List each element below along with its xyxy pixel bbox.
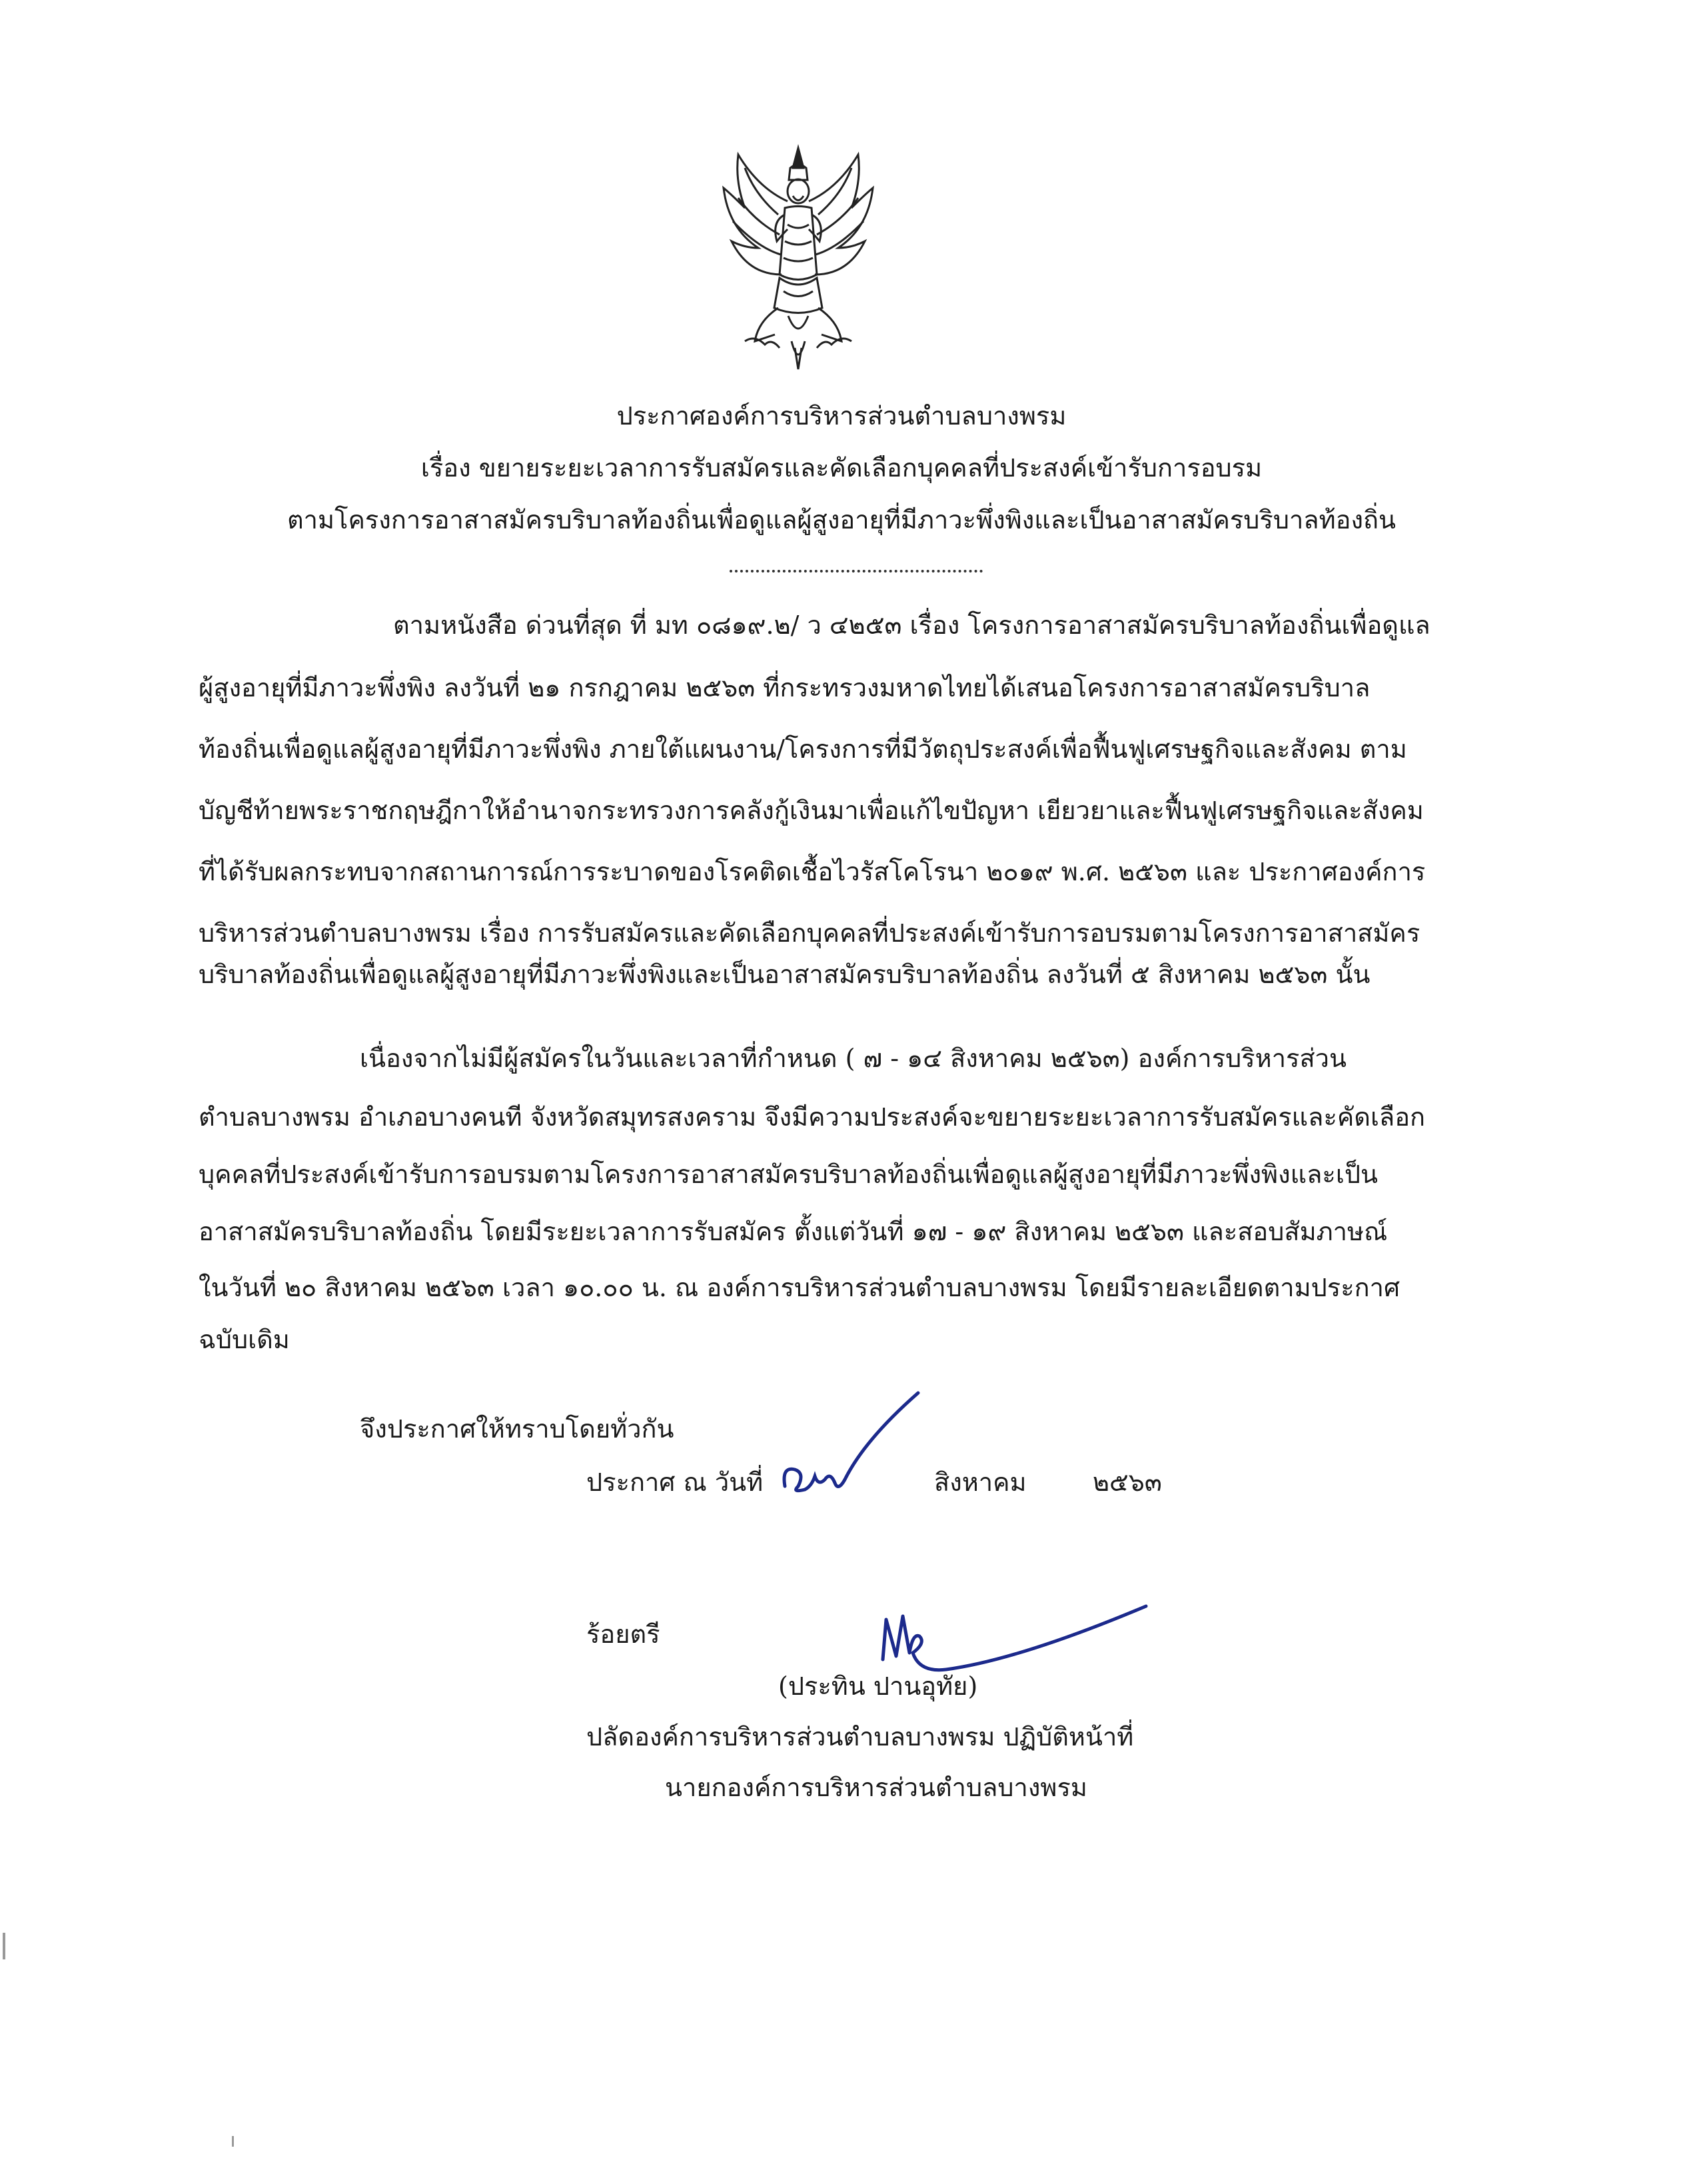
scan-speck [232,2136,234,2147]
date-month: สิงหาคม [934,1468,1027,1497]
paragraph1-line: ที่ได้รับผลกระทบจากสถานการณ์การระบาดของโรคติดเชื้อไวรัสโคโรนา ๒๐๑๙ พ.ศ. ๒๕๖๓ และ ประกาศองค์การ [199,857,1426,886]
scan-edge-mark [3,1933,5,1959]
announcement-subject-continued: ตามโครงการอาสาสมัครบริบาลท้องถิ่นเพื่อดูแลผู้สูงอายุที่มีภาวะพึ่งพิงและเป็นอาสาสมัครบริบาลท้องถิ่น [287,505,1396,535]
header-divider [730,570,983,572]
date-year: ๒๕๖๓ [1093,1468,1162,1497]
paragraph2-line: ตำบลบางพรม อำเภอบางคนที จังหวัดสมุทรสงคราม จึงมีความประสงค์จะขยายระยะเวลาการรับสมัครและคัดเลือก [199,1102,1426,1132]
paragraph2-line: ฉบับเดิม [199,1325,290,1354]
garuda-emblem-icon [718,141,878,371]
paragraph1-line: ตามหนังสือ ด่วนที่สุด ที่ มท ๐๘๑๙.๒/ ว ๔๒๕๓ เรื่อง โครงการอาสาสมัครบริบาลท้องถิ่นเพื่อดูแล [393,610,1430,640]
paragraph1-line: ผู้สูงอายุที่มีภาวะพึ่งพิง ลงวันที่ ๒๑ กรกฎาคม ๒๕๖๓ ที่กระทรวงมหาดไทยได้เสนอโครงการอาสาสมัครบริบาล [199,673,1371,702]
paragraph2-line: เนื่องจากไม่มีผู้สมัครในวันและเวลาที่กำหนด ( ๗ - ๑๔ สิงหาคม ๒๕๖๓) องค์การบริหารส่วน [360,1044,1347,1073]
paragraph2-line: อาสาสมัครบริบาลท้องถิ่น โดยมีระยะเวลาการรับสมัคร ตั้งแต่วันที่ ๑๗ - ๑๙ สิงหาคม ๒๕๖๓ และสอบสัมภาษณ์ [199,1217,1388,1246]
signatory-name: (ประทิน ปานอุทัย) [778,1671,978,1701]
announce-closing: จึงประกาศให้ทราบโดยทั่วกัน [360,1414,674,1444]
signatory-position: ปลัดองค์การบริหารส่วนตำบลบางพรม ปฏิบัติหน้าที่ [586,1722,1134,1751]
paragraph2-line: บุคคลที่ประสงค์เข้ารับการอบรมตามโครงการอาสาสมัครบริบาลท้องถิ่นเพื่อดูแลผู้สูงอายุที่มีภาวะพึ่งพิงและเป็น [199,1160,1378,1189]
signatory-position-acting: นายกองค์การบริหารส่วนตำบลบางพรม [665,1773,1087,1802]
date-prefix: ประกาศ ณ วันที่ [586,1468,764,1497]
announcement-title: ประกาศองค์การบริหารส่วนตำบลบางพรม [616,401,1067,431]
paragraph1-line: บริบาลท้องถิ่นเพื่อดูแลผู้สูงอายุที่มีภาวะพึ่งพิงและเป็นอาสาสมัครบริบาลท้องถิ่น ลงวันที่ ๕ สิงหาคม ๒๕๖๓ นั้น [199,960,1371,989]
announcement-subject: เรื่อง ขยายระยะเวลาการรับสมัครและคัดเลือกบุคคลที่ประสงค์เข้ารับการอบรม [420,453,1263,483]
paragraph1-line: บัญชีท้ายพระราชกฤษฎีกาให้อำนาจกระทรวงการคลังกู้เงินมาเพื่อแก้ไขปัญหา เยียวยาและฟื้นฟูเศรษฐกิจและสังคม [199,796,1424,825]
paragraph1-line: บริหารส่วนตำบลบางพรม เรื่อง การรับสมัครและคัดเลือกบุคคลที่ประสงค์เข้ารับการอบรมตามโครงการอาสาสมัคร [199,918,1420,948]
paragraph2-line: ในวันที่ ๒๐ สิงหาคม ๒๕๖๓ เวลา ๑๐.๐๐ น. ณ องค์การบริหารส่วนตำบลบางพรม โดยมีรายละเอียดตามประกาศ [199,1273,1401,1302]
handwritten-date-mark [778,1386,925,1513]
signatory-rank: ร้อยตรี [586,1620,660,1649]
paragraph1-line: ท้องถิ่นเพื่อดูแลผู้สูงอายุที่มีภาวะพึ่งพิง ภายใต้แผนงาน/โครงการที่มีวัตถุประสงค์เพื่อฟื้นฟูเศรษฐกิจและสังคม ตาม [199,734,1407,764]
